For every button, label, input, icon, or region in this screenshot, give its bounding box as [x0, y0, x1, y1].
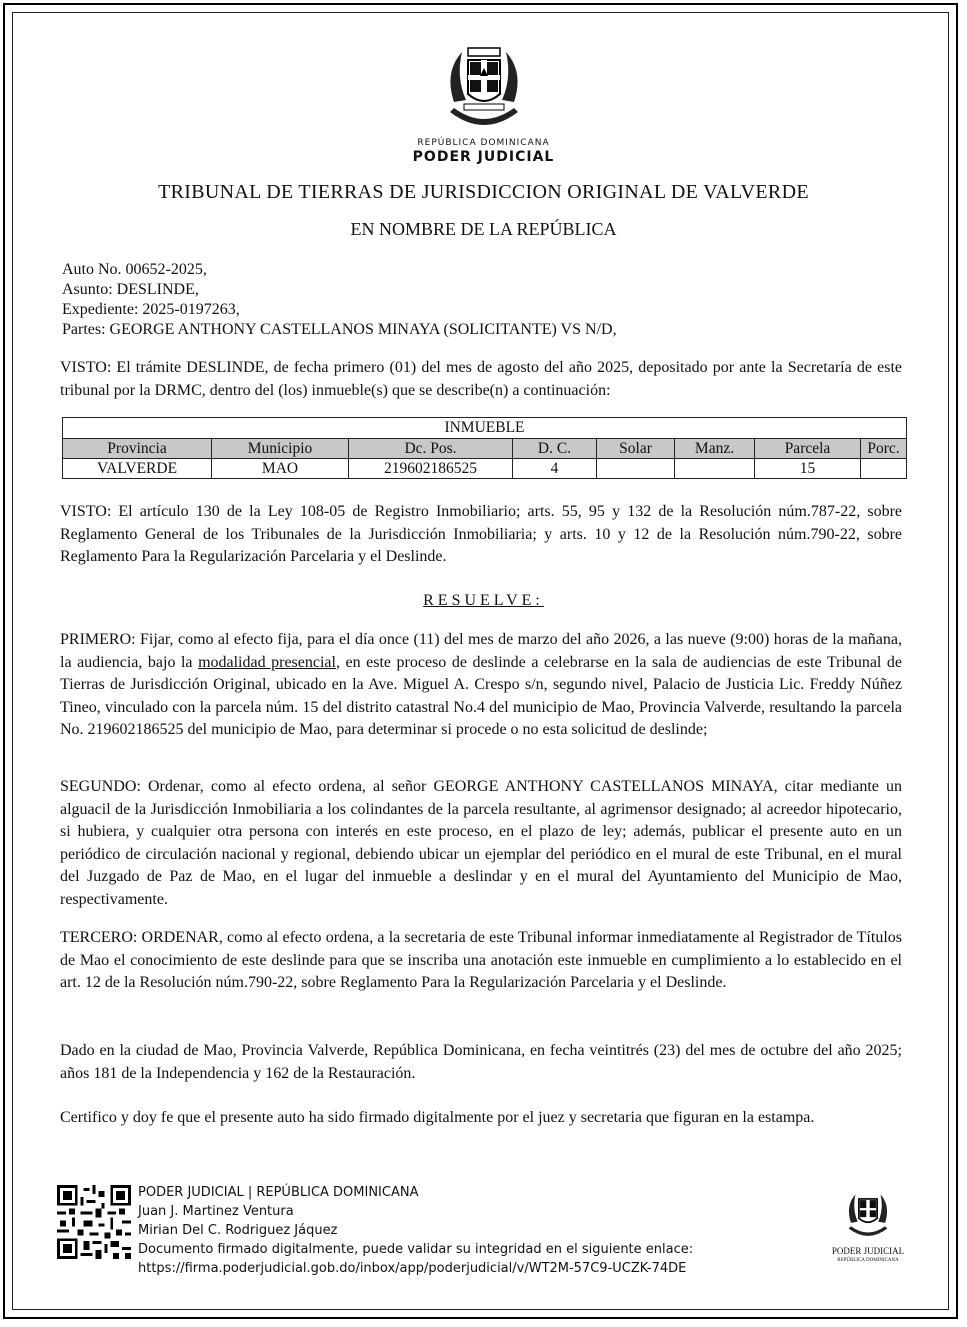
document-title: TRIBUNAL DE TIERRAS DE JURISDICCION ORIGINAL DE VALVERDE: [158, 181, 809, 203]
dado-paragraph: Dado en la ciudad de Mao, Provincia Valverde, República Dominicana, en fecha veintitrés (23) del mes de octubre del año 2025; años 181 de la Independencia y 162 de la Restauración.: [60, 1042, 902, 1082]
table-header: Manz.: [675, 439, 755, 459]
table-header: Parcela: [755, 439, 861, 459]
validation-link[interactable]: https://firma.poderjudicial.gob.do/inbox/app/poderjudicial/v/WT2M-57C9-UCZK-74DE: [138, 1261, 687, 1276]
table-header: D. C.: [513, 439, 597, 459]
qr-code-icon: [57, 1185, 131, 1259]
stamp-title: PODER JUDICIAL | REPÚBLICA DOMINICANA: [138, 1185, 419, 1200]
table-cell-manz: [675, 459, 755, 479]
coat-of-arms-seal: [440, 42, 528, 138]
auto-number: Auto No. 00652-2025,: [62, 261, 207, 278]
certification-paragraph: Certifico y doy fe que el presente auto ha sido firmado digitalmente por el juez y secretaria que figuran en la estampa.: [60, 1109, 815, 1126]
table-header: Municipio: [212, 439, 349, 459]
primero-text-start: PRIMERO: Fijar, como al efecto fija, para el día once (11) del mes de marzo del año 2026, a las nueve (9:00) horas de la mañana, la audiencia, bajo la: [60, 631, 902, 671]
republic-label: REPÚBLICA DOMINICANA: [417, 138, 550, 148]
modality-underlined: modalidad presencial: [198, 653, 336, 671]
signer-judge: Juan J. Martinez Ventura: [138, 1204, 294, 1219]
table-cell-solar: [597, 459, 675, 479]
table-header: Solar: [597, 439, 675, 459]
table-header: Provincia: [63, 439, 212, 459]
coat-of-arms-small-icon: [843, 1188, 893, 1244]
visto-paragraph-1: VISTO: El trámite DESLINDE, de fecha primero (01) del mes de agosto del año 2025, depositado por ante la Secretaría de este tribunal por la DRMC, dentro del (los) inmueble(s) que se describe(n) a continuación:: [60, 359, 902, 399]
case-parties: Partes: GEORGE ANTHONY CASTELLANOS MINAYA (SOLICITANTE) VS N/D,: [62, 321, 617, 338]
validation-note: Documento firmado digitalmente, puede validar su integridad en el siguiente enlace:: [138, 1242, 694, 1257]
signer-secretary: Mirian Del C. Rodriguez Jáquez: [138, 1223, 338, 1238]
case-metadata: [62, 260, 617, 340]
table-header: Porc.: [861, 439, 907, 459]
table-cell-provincia: VALVERDE: [63, 459, 212, 479]
primero-paragraph: [60, 629, 902, 742]
case-subject: Asunto: DESLINDE,: [62, 281, 199, 298]
table-cell-parcela: 15: [755, 459, 861, 479]
table-cell-dc: 4: [513, 459, 597, 479]
segundo-paragraph: SEGUNDO: Ordenar, como al efecto ordena, al señor GEORGE ANTHONY CASTELLANOS MINAYA, citar mediante un alguacil de la Jurisdicción Inmobiliaria a los colindantes de la parcela resultante, al agrimensor designado; al acreedor hipotecario, si hubiera, y cualquier otra persona con interés en este proceso, en el plazo de ley; además, publicar el presente auto en un periódico de circulación nacional y regional, debiendo ubicar un ejemplar del periódico en el mural de este Tribunal, en el mural del Juzgado de Paz de Mao, en el lugar del inmueble a deslindar y en el mural del Ayuntamiento del Municipio de Mao, respectivamente.: [60, 778, 902, 908]
table-cell-dc-pos: 219602186525: [349, 459, 513, 479]
court-logo-label: PODER JUDICIAL REPÚBLICA DOMINICANA: [831, 1246, 905, 1263]
table-header: Dc. Pos.: [349, 439, 513, 459]
property-table-caption: INMUEBLE: [63, 418, 907, 439]
court-label: PODER JUDICIAL: [412, 149, 555, 165]
primero-text-end: , en este proceso de deslinde a celebrarse en la sala de audiencias de este Tribunal de Tierras de Jurisdicción Original, ubicado en la Ave. Miguel A. Crespo s/n, segundo nivel, Palacio de Justicia Lic. Freddy Núñez Tineo, vinculado con la parcela núm. 15 del distrito catastral No.4 del municipio de Mao, Provincia Valverde, resultando la parcela No. 219602186525 del municipio de Mao, para determinar si procede o no esta solicitud de deslinde;: [60, 653, 903, 738]
digital-signature-stamp: [138, 1183, 693, 1278]
table-cell-municipio: MAO: [212, 459, 349, 479]
resuelve-heading: RESUELVE:: [423, 592, 544, 609]
visto-paragraph-2: VISTO: El artículo 130 de la Ley 108-05 de Registro Inmobiliario; arts. 55, 95 y 132 de la Resolución núm.787-22, sobre Reglamento General de los Tribunales de la Jurisdicción Inmobiliaria; y arts. 10 y 12 de la Resolución núm.790-22, sobre Reglamento Para la Regularización Parcelaria y el Deslinde.: [60, 503, 902, 565]
case-file-number: Expediente: 2025-0197263,: [62, 301, 240, 318]
property-table: [62, 417, 907, 479]
table-cell-porc: [861, 459, 907, 479]
tercero-paragraph: TERCERO: ORDENAR, como al efecto ordena, a la secretaria de este Tribunal informar inmediatamente al Registrador de Títulos de Mao el conocimiento de este deslinde para que se inscriba una anotación este inmueble en cumplimiento a lo establecido en el art. 12 de la Resolución núm.790-22, sobre Reglamento Para la Regularización Parcelaria y el Deslinde.: [60, 929, 902, 991]
document-subtitle: EN NOMBRE DE LA REPÚBLICA: [350, 219, 617, 239]
